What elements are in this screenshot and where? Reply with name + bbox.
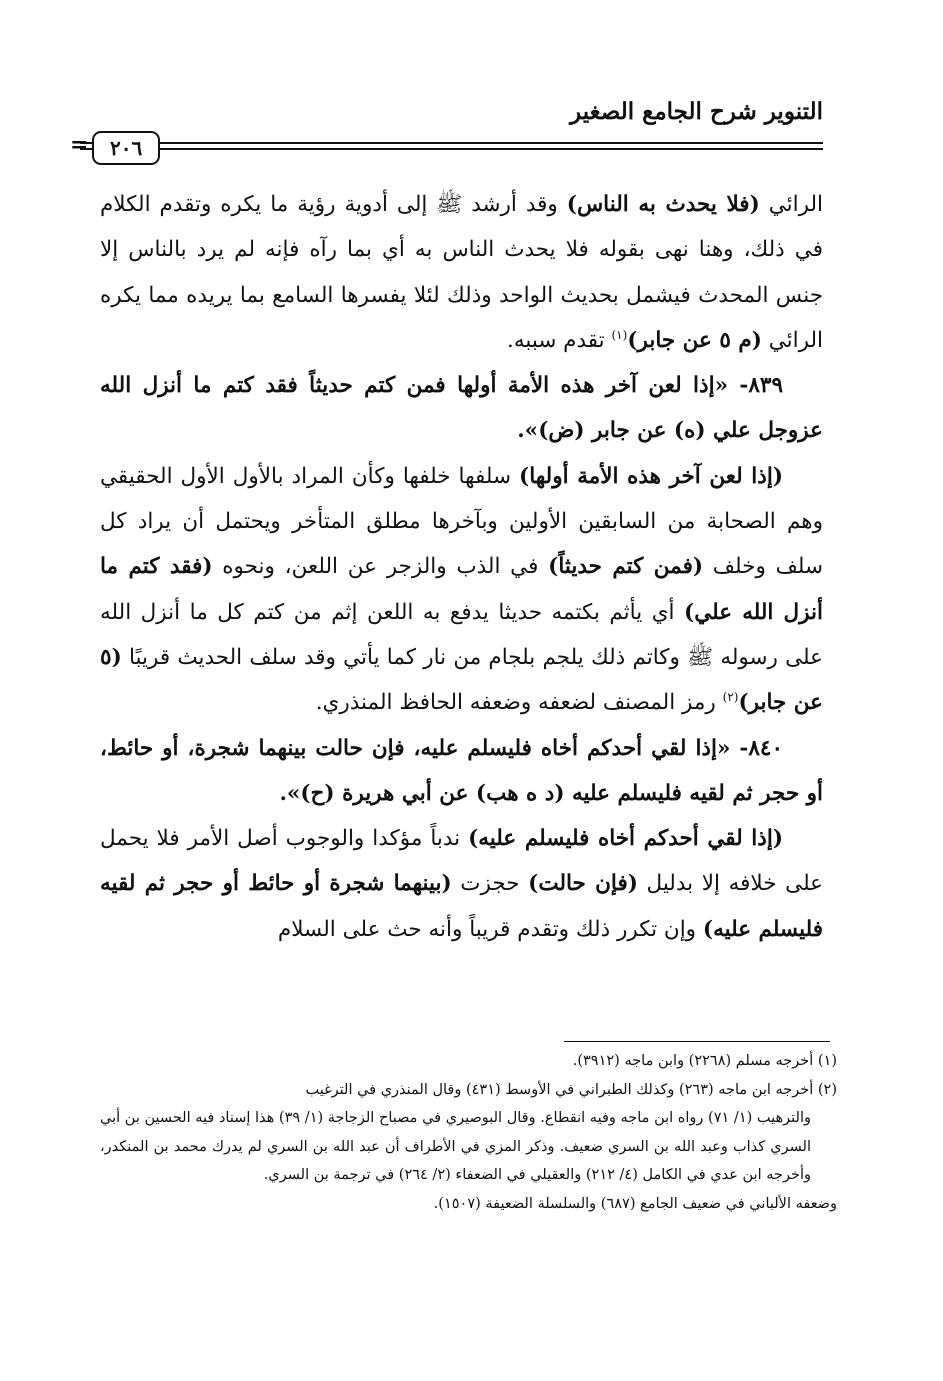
text-run: وقد أرشد ﷺ إلى أدوية رؤية ما يكره وتقدم الكلام في ذلك، وهنا نهى بقوله فلا يحدث الناس به أي بما رآه فإنه لم يرد بالناس إلا جنس المحدث فيشمل بحديث الواحد وذلك لئلا يفسرها السامع بما يريده مما يكره الرائي: [100, 192, 823, 353]
hadith-839: ٨٣٩- «إذا لعن آخر هذه الأمة أولها فمن كتم حديثاً فقد كتم ما أنزل الله عزوجل علي (ه) عن جابر (ض)».: [100, 373, 823, 444]
main-text: [100, 182, 823, 952]
bold-source: (٥ عن جابر): [100, 644, 823, 716]
running-title: التنوير شرح الجامع الصغير: [570, 98, 823, 125]
bold-quote: (إذا لقي أحدكم أخاه فليسلم عليه): [468, 826, 783, 852]
header-rule-bottom: [80, 148, 823, 150]
text-run: سلفها خلفها وكأن المراد بالأول الأول الحقيقي وهم الصحابة من السابقين الأولين وبآخرها مطلق المتأخر ويحتمل أن يراد كل سلف وخلف: [100, 463, 823, 580]
text-run: الرائي: [759, 192, 823, 217]
text-run: أي يأثم بكتمه حديثا يدفع به اللعن إثم من كتم كل ما أنزل الله على رسوله ﷺ وكاتم ذلك يلجم بلجام من نار كما يأتي وقد سلف الحديث قريبًا: [100, 599, 823, 670]
header-equals-mark: =: [70, 132, 89, 158]
bold-quote: (فإن حالت): [528, 871, 638, 897]
hadith-840: ٨٤٠- «إذا لقي أحدكم أخاه فليسلم عليه، فإن حالت بينهما شجرة، أو حائط، أو حجر ثم لقيه فليسلم عليه (د ه هب) عن أبي هريرة (ح)».: [100, 735, 823, 806]
text-run: رمز المصنف لضعفه وضعفه الحافظ المنذري.: [315, 690, 723, 716]
bold-quote: (إذا لعن آخر هذه الأمة أولها): [519, 463, 783, 489]
bold-quote: (فقد كتم ما أنزل الله علي): [100, 554, 823, 625]
footnote-ref-2[interactable]: (٢): [722, 690, 739, 705]
footnote-1: (١) أخرجه مسلم (٢٢٦٨) وابن ماجه (٣٩١٢).: [572, 1053, 837, 1069]
footnote-ref-1[interactable]: (١): [611, 327, 628, 342]
text-run: في الذب والزجر عن اللعن، ونحوه: [212, 554, 549, 580]
bold-quote: (فلا يحدث به الناس): [566, 192, 760, 217]
text-run: حجزت: [451, 871, 529, 897]
page-number: ٢٠٦: [92, 131, 160, 165]
commentary-839: [100, 454, 823, 726]
header-rule-top: [80, 142, 823, 144]
bold-quote: (فمن كتم حديثاً): [548, 554, 704, 580]
footnote-separator: [564, 1041, 830, 1042]
text-run: ندباً مؤكدا والوجوب أصل الأمر فلا يحمل على خلافه إلا بدليل: [100, 826, 824, 897]
footnote-2-last: وضعفه الألباني في ضعيف الجامع (٦٨٧) والسلسلة الضعيفة (١٥٠٧).: [433, 1195, 837, 1212]
text-run: وإن تكرر ذلك وتقدم قريباً وأنه حث على السلام: [277, 916, 703, 942]
text-run: تقدم سببه.: [507, 327, 612, 353]
footnote-2: (٢) أخرجه ابن ماجه (٢٦٣) وكذلك الطبراني في الأوسط (٤٣١) وقال المنذري في الترغيب: [305, 1081, 837, 1098]
paragraph-continuation: [100, 182, 823, 363]
bold-source: (م ٥ عن جابر): [627, 327, 762, 353]
bold-quote: (بينهما شجرة أو حائط أو حجر ثم لقيه فليسلم عليه): [100, 871, 823, 942]
commentary-840: [100, 816, 823, 952]
footnote-2-continuation: والترهيب (١/ ٧١) رواه ابن ماجه وفيه انقطاع. وقال البوصيري في مصباح الزجاجة (١/ ٣٩) هذا إسناد فيه الحسين بن أبي السري كذاب وعبد الله بن السري ضعيف. وذكر المزي في الأطراف أن عبد الله بن السري لم يدرك محمد بن المنكدر، وأخرجه ابن عدي في الكامل (٤/ ٢١٢) والعقيلي في الضعفاء (٢/ ٢٦٤) في ترجمة بن السري.: [100, 1110, 811, 1183]
page-header: [70, 98, 823, 160]
footnotes: [100, 1047, 837, 1218]
